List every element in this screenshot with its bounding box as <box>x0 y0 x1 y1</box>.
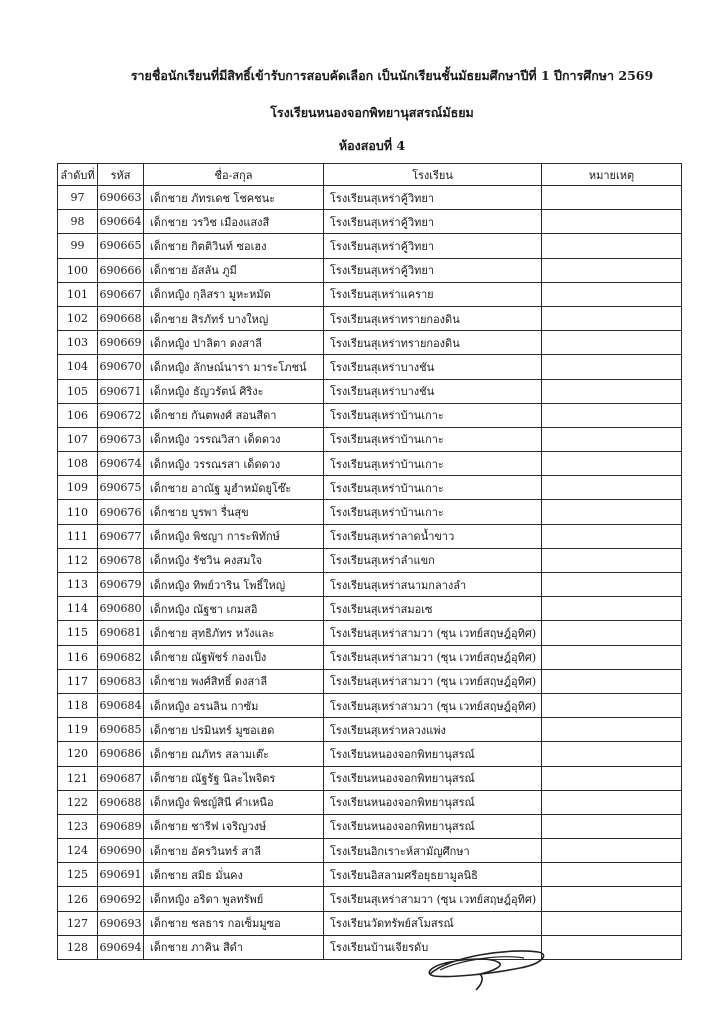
cell-name: เด็กชาย สิรภัทร์ บางใหญ่ <box>144 306 324 330</box>
cell-school: โรงเรียนสุเหร่าทรายกองดิน <box>324 331 542 355</box>
cell-code: 690669 <box>98 331 144 355</box>
cell-note <box>542 306 682 330</box>
cell-name: เด็กชาย ภัทรเดช โชคชนะ <box>144 186 324 210</box>
table-row <box>58 911 682 935</box>
cell-note <box>542 476 682 500</box>
cell-code: 690671 <box>98 379 144 403</box>
cell-name: เด็กหญิง กุลิสรา มูหะหมัด <box>144 282 324 306</box>
cell-school: โรงเรียนสุเหร่าบางชัน <box>324 379 542 403</box>
cell-no: 128 <box>58 935 98 959</box>
cell-name: เด็กชาย สุทธิภัทร หวังและ <box>144 621 324 645</box>
table-row <box>58 814 682 838</box>
cell-note <box>542 597 682 621</box>
cell-no: 126 <box>58 887 98 911</box>
cell-name: เด็กชาย วรวิช เมืองแสงสี <box>144 210 324 234</box>
cell-code: 690685 <box>98 718 144 742</box>
cell-code: 690673 <box>98 427 144 451</box>
cell-school: โรงเรียนหนองจอกพิทยานุสรณ์ <box>324 790 542 814</box>
table-row <box>58 427 682 451</box>
cell-no: 98 <box>58 210 98 234</box>
cell-note <box>542 548 682 572</box>
cell-note <box>542 355 682 379</box>
cell-note <box>542 500 682 524</box>
cell-name: เด็กชาย อาณัฐ มูฮำหมัดยูโซ๊ะ <box>144 476 324 500</box>
cell-no: 99 <box>58 234 98 258</box>
table-row <box>58 452 682 476</box>
cell-no: 125 <box>58 863 98 887</box>
cell-code: 690670 <box>98 355 144 379</box>
cell-note <box>542 863 682 887</box>
cell-name: เด็กหญิง รัชวิน คงสมใจ <box>144 548 324 572</box>
cell-school: โรงเรียนสุเหร่าบางชัน <box>324 355 542 379</box>
cell-school: โรงเรียนสุเหร่าสามวา (ซุน เวทย์สฤษฎ์อุทิศ) <box>324 669 542 693</box>
cell-note <box>542 573 682 597</box>
cell-school: โรงเรียนสุเหร่าสามวา (ซุน เวทย์สฤษฎ์อุทิศ) <box>324 645 542 669</box>
cell-code: 690663 <box>98 186 144 210</box>
cell-name: เด็กชาย กันตพงศ์ สอนสีดา <box>144 403 324 427</box>
cell-school: โรงเรียนสุเหร่าสามวา (ซุน เวทย์สฤษฎ์อุทิศ) <box>324 621 542 645</box>
cell-note <box>542 814 682 838</box>
cell-school: โรงเรียนสุเหร่าลาดน้ำขาว <box>324 524 542 548</box>
cell-no: 123 <box>58 814 98 838</box>
cell-code: 690688 <box>98 790 144 814</box>
cell-note <box>542 887 682 911</box>
cell-name: เด็กหญิง ณัฐชา เกมสอิ <box>144 597 324 621</box>
table-row <box>58 790 682 814</box>
cell-no: 122 <box>58 790 98 814</box>
cell-name: เด็กหญิง วรรณรสา เด็ดดวง <box>144 452 324 476</box>
cell-note <box>542 282 682 306</box>
cell-no: 118 <box>58 693 98 717</box>
header-school: โรงเรียน <box>324 164 542 186</box>
cell-no: 127 <box>58 911 98 935</box>
cell-school: โรงเรียนสุเหร่าบ้านเกาะ <box>324 403 542 427</box>
cell-code: 690686 <box>98 742 144 766</box>
cell-name: เด็กชาย กิตติวินท์ ซอเฮง <box>144 234 324 258</box>
cell-code: 690689 <box>98 814 144 838</box>
cell-no: 106 <box>58 403 98 427</box>
cell-code: 690690 <box>98 839 144 863</box>
cell-name: เด็กหญิง อริดา พูลทรัพย์ <box>144 887 324 911</box>
cell-name: เด็กชาย ชลธาร กอเซ็มมูซอ <box>144 911 324 935</box>
cell-code: 690672 <box>98 403 144 427</box>
cell-code: 690681 <box>98 621 144 645</box>
table-row <box>58 597 682 621</box>
cell-no: 105 <box>58 379 98 403</box>
cell-school: โรงเรียนสุเหร่าบ้านเกาะ <box>324 427 542 451</box>
table-row <box>58 693 682 717</box>
table-row <box>58 669 682 693</box>
cell-note <box>542 403 682 427</box>
cell-name: เด็กชาย ภาคิน สีดำ <box>144 935 324 959</box>
table-row <box>58 355 682 379</box>
cell-name: เด็กชาย อัสลัน ภูมี <box>144 258 324 282</box>
cell-no: 115 <box>58 621 98 645</box>
cell-no: 116 <box>58 645 98 669</box>
cell-no: 124 <box>58 839 98 863</box>
table-row <box>58 306 682 330</box>
table-row <box>58 379 682 403</box>
cell-school: โรงเรียนสุเหร่าคู้วิทยา <box>324 186 542 210</box>
cell-code: 690676 <box>98 500 144 524</box>
cell-name: เด็กหญิง วรรณวิสา เด็ดดวง <box>144 427 324 451</box>
cell-no: 103 <box>58 331 98 355</box>
cell-school: โรงเรียนสุเหร่าสามวา (ซุน เวทย์สฤษฎ์อุทิศ) <box>324 693 542 717</box>
cell-school: โรงเรียนสุเหร่าหลวงแพ่ง <box>324 718 542 742</box>
cell-code: 690664 <box>98 210 144 234</box>
cell-note <box>542 210 682 234</box>
cell-name: เด็กหญิง พิชญา การะพิทักษ์ <box>144 524 324 548</box>
cell-no: 119 <box>58 718 98 742</box>
cell-school: โรงเรียนสุเหร่าบ้านเกาะ <box>324 452 542 476</box>
cell-code: 690675 <box>98 476 144 500</box>
cell-note <box>542 258 682 282</box>
cell-note <box>542 234 682 258</box>
cell-school: โรงเรียนอิสลามศรีอยุธยามูลนิธิ <box>324 863 542 887</box>
exam-room: ห้องสอบที่ 4 <box>338 138 406 153</box>
cell-name: เด็กหญิง ทิพย์วาริน โพธิ์ใหญ่ <box>144 573 324 597</box>
cell-code: 690692 <box>98 887 144 911</box>
cell-no: 117 <box>58 669 98 693</box>
cell-note <box>542 452 682 476</box>
cell-code: 690680 <box>98 597 144 621</box>
cell-note <box>542 935 682 959</box>
cell-school: โรงเรียนสุเหร่าบ้านเกาะ <box>324 500 542 524</box>
document-title: รายชื่อนักเรียนที่มีสิทธิ์เข้ารับการสอบคัดเลือก เป็นนักเรียนชั้นมัธยมศึกษาปีที่ 1 ปีการศึกษา 2569 <box>130 68 654 83</box>
cell-code: 690667 <box>98 282 144 306</box>
table-row <box>58 524 682 548</box>
header-name: ชื่อ-สกุล <box>144 164 324 186</box>
cell-school: โรงเรียนบ้านเจียรดับ <box>324 935 542 959</box>
cell-code: 690679 <box>98 573 144 597</box>
cell-no: 107 <box>58 427 98 451</box>
cell-name: เด็กชาย บูรพา รื่นสุข <box>144 500 324 524</box>
cell-name: เด็กชาย อัครวินทร์ สาลี <box>144 839 324 863</box>
cell-name: เด็กหญิง ธัญวรัตน์ ศิริงะ <box>144 379 324 403</box>
cell-no: 111 <box>58 524 98 548</box>
cell-school: โรงเรียนอิกเราะห์สามัญศึกษา <box>324 839 542 863</box>
cell-no: 121 <box>58 766 98 790</box>
cell-name: เด็กชาย ณัฐรัฐ นิละไพจิตร <box>144 766 324 790</box>
cell-note <box>542 186 682 210</box>
cell-name: เด็กชาย สมิธ มั่นคง <box>144 863 324 887</box>
cell-code: 690693 <box>98 911 144 935</box>
cell-code: 690668 <box>98 306 144 330</box>
cell-school: โรงเรียนวัดทรัพย์สโมสรณ์ <box>324 911 542 935</box>
table-row <box>58 766 682 790</box>
header-code: รหัส <box>98 164 144 186</box>
cell-school: โรงเรียนสุเหร่าลำแขก <box>324 548 542 572</box>
cell-no: 120 <box>58 742 98 766</box>
cell-name: เด็กหญิง ปาลิตา ดงสาลี <box>144 331 324 355</box>
cell-school: โรงเรียนสุเหร่าคู้วิทยา <box>324 210 542 234</box>
signature-icon <box>420 944 560 994</box>
table-row <box>58 258 682 282</box>
cell-school: โรงเรียนสุเหร่าบ้านเกาะ <box>324 476 542 500</box>
cell-school: โรงเรียนสุเหร่าคู้วิทยา <box>324 234 542 258</box>
cell-code: 690684 <box>98 693 144 717</box>
cell-name: เด็กชาย ปรมินทร์ มูซอเฮด <box>144 718 324 742</box>
cell-school: โรงเรียนสุเหร่าสามวา (ซุน เวทย์สฤษฎ์อุทิศ) <box>324 887 542 911</box>
cell-code: 690678 <box>98 548 144 572</box>
cell-name: เด็กชาย พงศ์สิทธิ์ ดงสาลี <box>144 669 324 693</box>
cell-school: โรงเรียนหนองจอกพิทยานุสรณ์ <box>324 766 542 790</box>
cell-note <box>542 742 682 766</box>
cell-code: 690691 <box>98 863 144 887</box>
header-note: หมายเหตุ <box>542 164 682 186</box>
cell-no: 110 <box>58 500 98 524</box>
cell-name: เด็กชาย ชารีฟ เจริญวงษ์ <box>144 814 324 838</box>
table-row <box>58 476 682 500</box>
cell-code: 690665 <box>98 234 144 258</box>
cell-no: 101 <box>58 282 98 306</box>
header-no: ลำดับที่ <box>58 164 98 186</box>
cell-note <box>542 524 682 548</box>
cell-note <box>542 331 682 355</box>
cell-code: 690687 <box>98 766 144 790</box>
table-row <box>58 573 682 597</box>
cell-no: 109 <box>58 476 98 500</box>
table-row <box>58 186 682 210</box>
cell-note <box>542 766 682 790</box>
cell-note <box>542 669 682 693</box>
table-row <box>58 718 682 742</box>
cell-code: 690682 <box>98 645 144 669</box>
cell-note <box>542 645 682 669</box>
cell-note <box>542 718 682 742</box>
cell-no: 97 <box>58 186 98 210</box>
cell-note <box>542 790 682 814</box>
cell-name: เด็กชาย ณภัทร สลามเต๊ะ <box>144 742 324 766</box>
cell-code: 690666 <box>98 258 144 282</box>
table-row <box>58 500 682 524</box>
table-row <box>58 331 682 355</box>
cell-school: โรงเรียนสุเหร่าทรายกองดิน <box>324 306 542 330</box>
table-row <box>58 935 682 959</box>
cell-code: 690677 <box>98 524 144 548</box>
table-row <box>58 621 682 645</box>
cell-note <box>542 911 682 935</box>
cell-note <box>542 693 682 717</box>
cell-name: เด็กหญิง อรนลิน กาซัม <box>144 693 324 717</box>
cell-school: โรงเรียนสุเหร่าแคราย <box>324 282 542 306</box>
cell-code: 690674 <box>98 452 144 476</box>
cell-note <box>542 839 682 863</box>
cell-note <box>542 621 682 645</box>
cell-no: 102 <box>58 306 98 330</box>
cell-school: โรงเรียนสุเหร่าคู้วิทยา <box>324 258 542 282</box>
cell-name: เด็กชาย ณัฐพัชร์ กองเป็ง <box>144 645 324 669</box>
table-header <box>58 164 682 186</box>
table-row <box>58 839 682 863</box>
cell-name: เด็กหญิง พิชญ์สินี คำเหนือ <box>144 790 324 814</box>
cell-no: 108 <box>58 452 98 476</box>
table-row <box>58 645 682 669</box>
cell-note <box>542 427 682 451</box>
cell-no: 112 <box>58 548 98 572</box>
cell-code: 690694 <box>98 935 144 959</box>
table-row <box>58 548 682 572</box>
cell-school: โรงเรียนหนองจอกพิทยานุสรณ์ <box>324 742 542 766</box>
cell-no: 104 <box>58 355 98 379</box>
student-table <box>57 163 682 960</box>
school-name: โรงเรียนหนองจอกพิทยานุสสรณ์มัธยม <box>270 105 474 120</box>
table-row <box>58 234 682 258</box>
table-row <box>58 403 682 427</box>
cell-note <box>542 379 682 403</box>
cell-code: 690683 <box>98 669 144 693</box>
cell-no: 114 <box>58 597 98 621</box>
cell-no: 113 <box>58 573 98 597</box>
cell-name: เด็กหญิง ลักษณ์นารา มาระโภชน์ <box>144 355 324 379</box>
cell-no: 100 <box>58 258 98 282</box>
table-row <box>58 863 682 887</box>
cell-school: โรงเรียนสุเหร่าสมอเซ <box>324 597 542 621</box>
cell-school: โรงเรียนสุเหร่าสนามกลางลำ <box>324 573 542 597</box>
table-row <box>58 210 682 234</box>
table-row <box>58 742 682 766</box>
table-row <box>58 887 682 911</box>
table-row <box>58 282 682 306</box>
cell-school: โรงเรียนหนองจอกพิทยานุสรณ์ <box>324 814 542 838</box>
